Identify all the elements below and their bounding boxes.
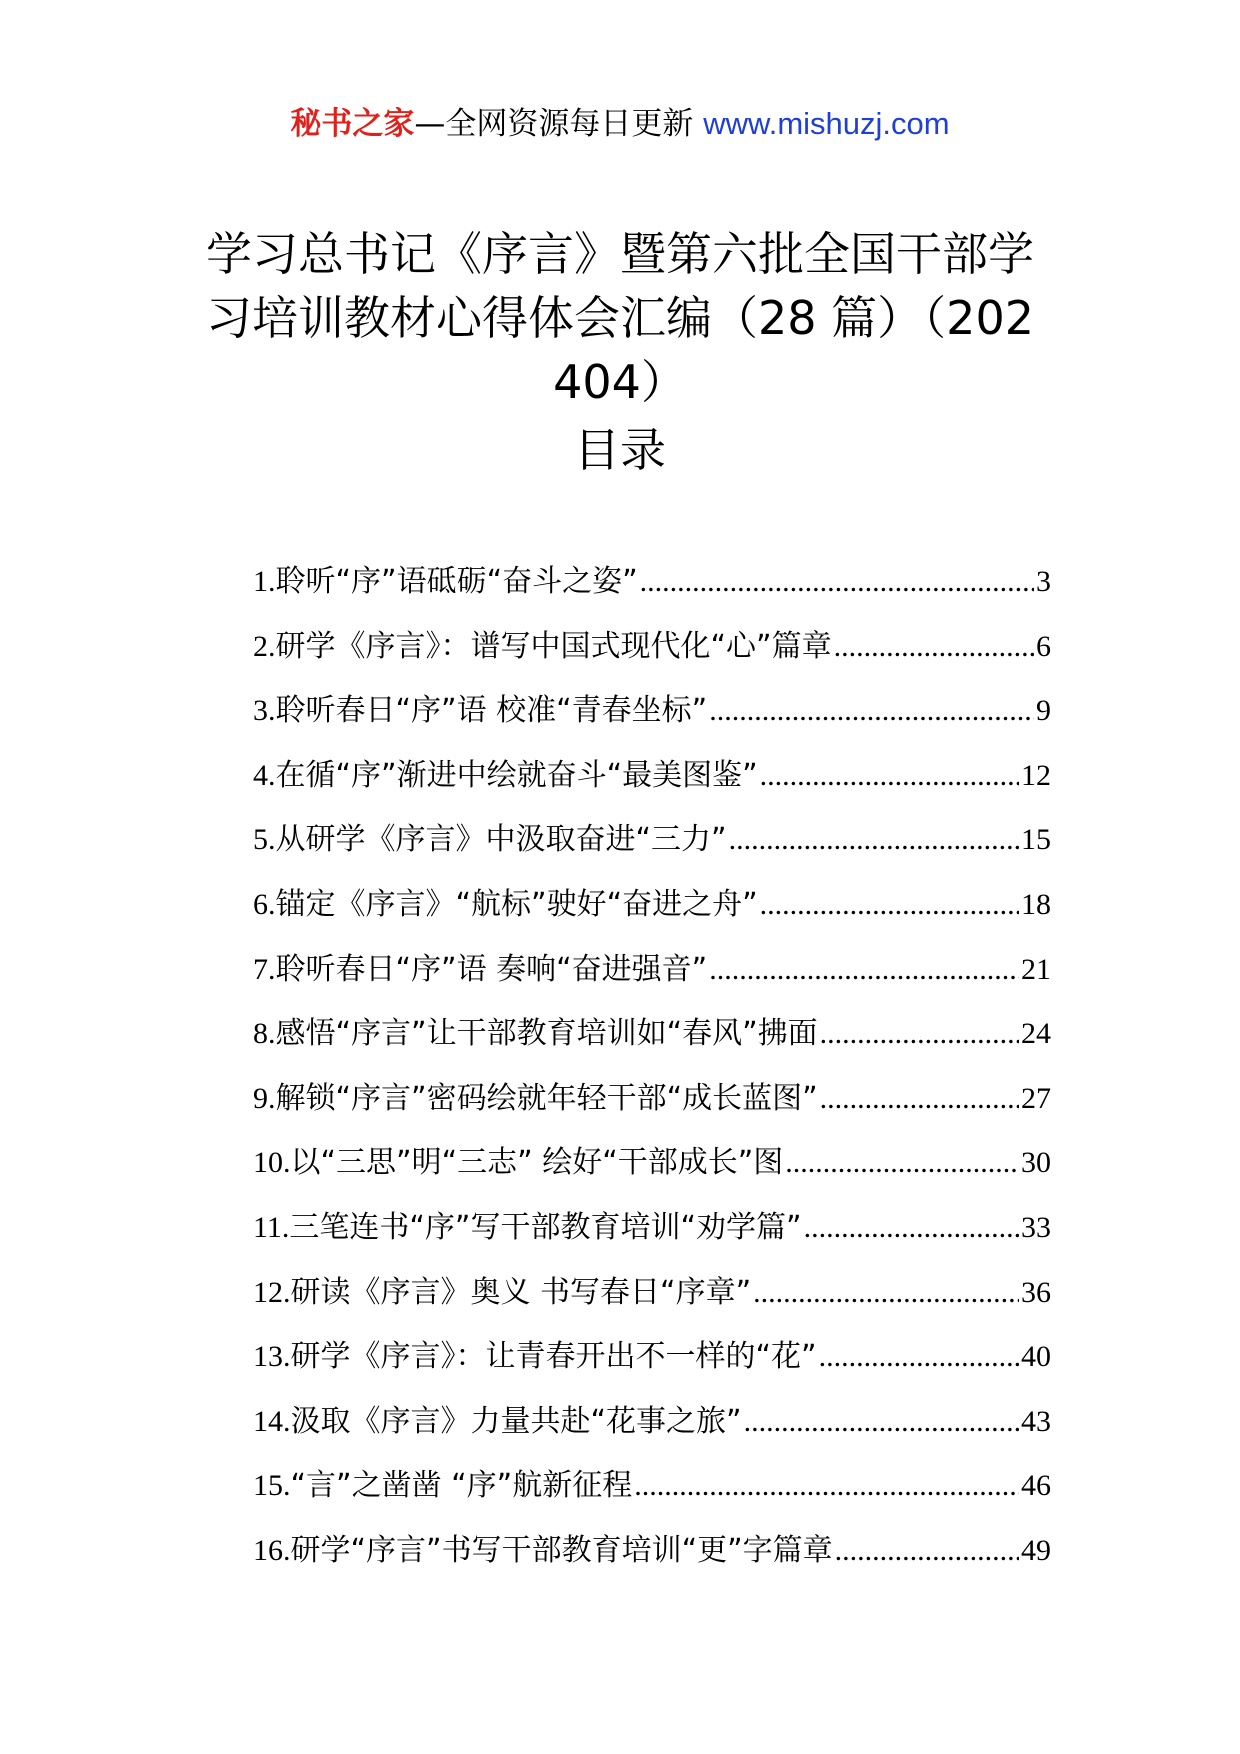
toc-entry-page: 6 bbox=[1036, 629, 1051, 663]
toc-entry-number: 13. bbox=[253, 1340, 291, 1374]
toc-entry-page: 3 bbox=[1036, 565, 1051, 598]
toc-dot-leader bbox=[744, 1390, 1019, 1455]
toc-entry-title: 以“三思”明“三志” 绘好“干部成长”图 bbox=[290, 1145, 784, 1181]
toc-entry-title: 从研学《序言》中汲取奋进“三力” bbox=[275, 822, 727, 858]
toc-entry[interactable] bbox=[253, 873, 1051, 938]
toc-entry-page: 15 bbox=[1021, 823, 1051, 857]
toc-entry-page: 27 bbox=[1021, 1081, 1051, 1115]
toc-entry-page: 24 bbox=[1021, 1017, 1051, 1051]
toc-dot-leader bbox=[709, 938, 1019, 1003]
document-title bbox=[180, 222, 1060, 414]
toc-entry-title: 三笔连书“序”写干部教育培训“劝学篇” bbox=[289, 1209, 802, 1245]
toc-entry-number: 8. bbox=[253, 1017, 276, 1051]
toc-entry-number: 7. bbox=[253, 952, 276, 986]
toc-entry-title: “言”之凿凿 “序”航新征程 bbox=[290, 1468, 633, 1504]
toc-dot-leader bbox=[785, 1131, 1019, 1196]
toc-entry-title: 聆听春日“序”语 校准“青春坐标” bbox=[275, 693, 708, 729]
toc-entry[interactable] bbox=[253, 1002, 1051, 1067]
toc-entry-title: 在循“序”渐进中绘就奋斗“最美图鉴” bbox=[275, 757, 758, 793]
toc-dot-leader bbox=[753, 1261, 1019, 1326]
toc-entry[interactable] bbox=[253, 1131, 1051, 1196]
toc-dot-leader bbox=[804, 1196, 1019, 1261]
toc-entry-page: 12 bbox=[1021, 758, 1051, 792]
toc-entry-number: 2. bbox=[253, 629, 276, 663]
title-line-2: 习培训教材心得体会汇编（28 篇）（202 bbox=[206, 291, 1034, 345]
toc-entry[interactable] bbox=[253, 938, 1051, 1003]
toc-entry-title: 聆听“序”语砥砺“奋斗之姿” bbox=[275, 564, 638, 599]
title-line-3: 404） bbox=[553, 355, 687, 409]
toc-entry-page: 18 bbox=[1021, 887, 1051, 921]
toc-entry-page: 21 bbox=[1021, 952, 1051, 986]
toc-entry[interactable] bbox=[253, 679, 1051, 744]
toc-entry-title: 研学《序言》：谱写中国式现代化“心”篇章 bbox=[275, 628, 832, 664]
toc-dot-leader bbox=[760, 744, 1019, 809]
toc-dot-leader bbox=[820, 1002, 1019, 1067]
toc-entry-title: 解锁“序言”密码绘就年轻干部“成长蓝图” bbox=[275, 1080, 818, 1116]
toc-entry-number: 1. bbox=[253, 565, 276, 598]
toc-entry-number: 15. bbox=[253, 1469, 291, 1503]
toc-entry-page: 40 bbox=[1021, 1340, 1051, 1374]
toc-entry-title: 感悟“序言”让干部教育培训如“春风”拂面 bbox=[275, 1016, 818, 1052]
toc-entry-page: 9 bbox=[1036, 694, 1051, 728]
toc-entry-number: 16. bbox=[253, 1533, 291, 1567]
banner-site-link[interactable]: www.mishuzj.com bbox=[703, 106, 950, 141]
toc-entry-page: 30 bbox=[1021, 1146, 1051, 1180]
toc-dot-leader bbox=[709, 679, 1034, 744]
toc-dot-leader bbox=[760, 873, 1019, 938]
toc-dot-leader bbox=[634, 1454, 1019, 1519]
toc-dot-leader bbox=[729, 808, 1019, 873]
toc-entry-number: 5. bbox=[253, 823, 276, 857]
toc-entry-title: 汲取《序言》力量共赴“花事之旅” bbox=[290, 1403, 742, 1439]
toc-entry-title: 研学《序言》：让青春开出不一样的“花” bbox=[290, 1339, 817, 1375]
toc-entry[interactable] bbox=[253, 615, 1051, 680]
toc-entry-number: 6. bbox=[253, 887, 276, 921]
toc-entry-title: 研读《序言》奥义 书写春日“序章” bbox=[290, 1274, 752, 1310]
toc-entry-number: 14. bbox=[253, 1404, 291, 1438]
toc-entry-page: 43 bbox=[1021, 1404, 1051, 1438]
toc-entry[interactable] bbox=[253, 1261, 1051, 1326]
toc-dot-leader bbox=[835, 1519, 1019, 1584]
toc-entry[interactable] bbox=[253, 1067, 1051, 1132]
toc-entry[interactable] bbox=[253, 1519, 1051, 1584]
toc-entry[interactable] bbox=[253, 1325, 1051, 1390]
toc-dot-leader bbox=[819, 1325, 1019, 1390]
toc-entry-page: 33 bbox=[1021, 1210, 1051, 1244]
title-line-1: 学习总书记《序言》暨第六批全国干部学 bbox=[206, 227, 1034, 281]
toc-dot-leader bbox=[834, 615, 1034, 680]
toc-entry[interactable] bbox=[253, 1390, 1051, 1455]
toc-entry-title: 聆听春日“序”语 奏响“奋进强音” bbox=[275, 951, 708, 987]
toc-entry-number: 4. bbox=[253, 758, 276, 792]
banner-brand: 秘书之家 bbox=[290, 106, 415, 142]
toc-entry-number: 11. bbox=[253, 1210, 290, 1244]
toc-dot-leader bbox=[820, 1067, 1019, 1132]
toc-entry-number: 10. bbox=[253, 1146, 291, 1180]
toc-entry-number: 12. bbox=[253, 1275, 291, 1309]
toc-entry[interactable] bbox=[253, 1454, 1051, 1519]
toc-entry-number: 9. bbox=[253, 1081, 276, 1115]
toc-entry-page: 49 bbox=[1021, 1533, 1051, 1567]
site-banner bbox=[0, 100, 1240, 148]
table-of-contents bbox=[253, 550, 1051, 1584]
toc-heading: 目录 bbox=[574, 423, 666, 477]
banner-slogan: —全网资源每日更新 bbox=[414, 106, 704, 142]
toc-entry[interactable] bbox=[253, 808, 1051, 873]
toc-entry[interactable] bbox=[253, 550, 1051, 615]
toc-entry-title: 研学“序言”书写干部教育培训“更”字篇章 bbox=[290, 1532, 833, 1568]
toc-entry-page: 46 bbox=[1021, 1469, 1051, 1503]
toc-entry[interactable] bbox=[253, 1196, 1051, 1261]
toc-entry-page: 36 bbox=[1021, 1275, 1051, 1309]
toc-entry[interactable] bbox=[253, 744, 1051, 809]
toc-entry-number: 3. bbox=[253, 694, 276, 728]
toc-entry-title: 锚定《序言》“航标”驶好“奋进之舟” bbox=[275, 886, 758, 922]
toc-dot-leader bbox=[640, 550, 1034, 615]
